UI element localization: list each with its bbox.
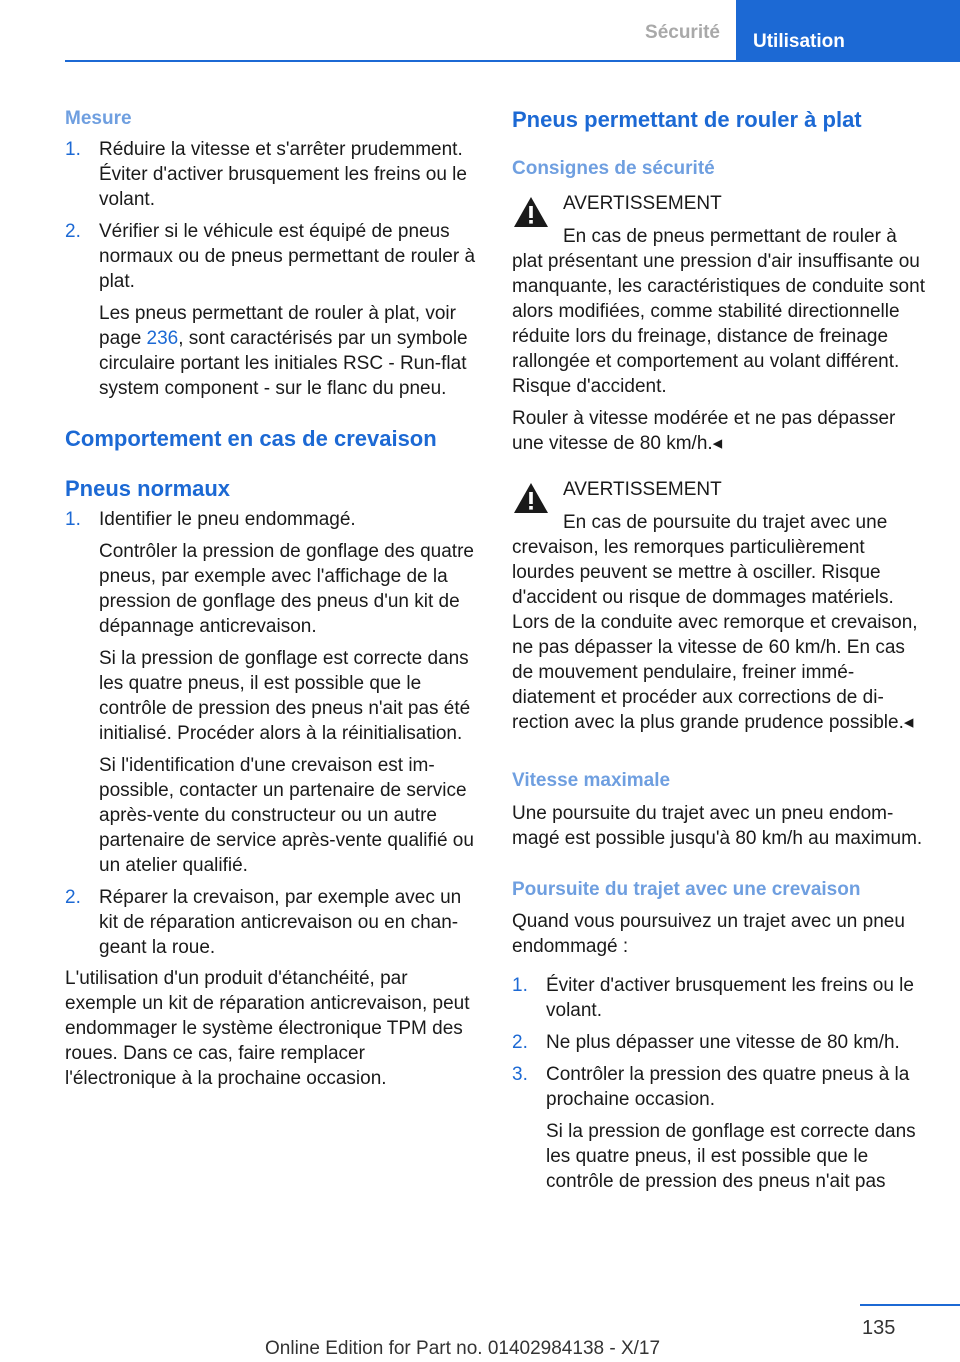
step-subtext: Contrôler la pression de gonflage des quatre pneus, par exemple avec l'affichage de la pression de gonflage des pneus d'un kit de dépannage anticrevaison. — [99, 541, 474, 637]
warning-advice: Rouler à vitesse modérée et ne pas dépasser une vitesse de 80 km/h.◂ — [512, 408, 896, 454]
mesure-heading: Mesure — [65, 108, 132, 129]
page-header — [65, 0, 960, 62]
list-item — [65, 885, 480, 960]
step-number: 1. — [512, 975, 528, 996]
warning-title: AVERTISSEMENT — [563, 193, 722, 214]
step-text: Identifier le pneu endommagé. — [99, 509, 356, 530]
list-item — [65, 137, 480, 212]
warning-text: plat présentant une pression d'air insuffisante ou manquante, les caractéristiques de conduite sont alors modifiées, comme stabilité directionnelle réduite lors du freinage, distance de freinage rallongée et comportement au volant différent. Risque d'accident. — [512, 251, 925, 397]
step-number: 2. — [65, 887, 81, 908]
warning-triangle-icon — [512, 195, 550, 229]
runflat-ref-prefix: Les pneus permettant de rouler à plat, voir page — [99, 303, 456, 349]
warning-block — [512, 191, 927, 456]
etancheite-paragraph: L'utilisation d'un produit d'étanchéité, par exemple un kit de réparation anticrevaison, peut endommager le système électronique TPM des roues. Dans ce cas, faire remplacer l'électronique à la prochaine occasion. — [65, 968, 470, 1089]
edition-note: Online Edition for Part no. 01402984138 - X/17 — [265, 1338, 661, 1359]
warning-title: AVERTISSEMENT — [563, 479, 722, 500]
step-text: Réparer la crevaison, par exemple avec un kit de réparation anticrevaison ou en changeant la roue. — [99, 887, 462, 958]
warning-text: crevaison, les remorques particulièrement lourdes peuvent se mettre à osciller. Risque d'accident ou risque de dommages matériels. Lors de la conduite avec remorque et crevaison, ne pas dépasser la vitesse de 60 km/h. En cas de mouvement pendulaire, freiner immédiatement et procéder aux corrections de direction avec la plus grande prudence possible.◂ — [512, 537, 918, 733]
step-text: Éviter d'activer brusquement les freins ou le volant. — [546, 975, 914, 1021]
page-number: 135 — [862, 1317, 896, 1339]
left-column — [65, 106, 480, 1091]
step-text: Ne plus dépasser une vitesse de 80 km/h. — [546, 1032, 900, 1053]
page-link-236[interactable]: 236 — [146, 328, 179, 349]
step-text: Contrôler la pression des quatre pneus à la prochaine occasion. — [546, 1064, 910, 1110]
list-item — [512, 973, 927, 1023]
step-number: 2. — [65, 221, 81, 242]
footer-rule — [860, 1304, 960, 1306]
step-number: 1. — [65, 139, 81, 160]
step-number: 3. — [512, 1064, 528, 1085]
warning-triangle-icon — [512, 481, 550, 515]
runflat-ref-suffix: , sont caractérisés par un symbole circulaire portant les initiales RSC - Run-flat system component - sur le flanc du pneu. — [99, 328, 468, 399]
list-item — [65, 219, 480, 401]
vitesse-heading: Vitesse maximale — [512, 770, 671, 791]
step-subtext: Si la pression de gonflage est correcte dans les quatre pneus, il est possible que le contrôle de pression des pneus n'ait pas — [546, 1121, 916, 1192]
normaux-steps — [65, 507, 480, 960]
normaux-heading: Pneus normaux — [65, 476, 231, 501]
step-subtext — [99, 301, 480, 401]
step-text: Réduire la vitesse et s'arrêter prudemment. Éviter d'activer brusquement les freins ou le volant. — [99, 139, 467, 210]
runflat-heading: Pneus permettant de rouler à plat — [512, 107, 862, 132]
step-number: 2. — [512, 1032, 528, 1053]
warning-first-line: En cas de pneus permettant de rouler à — [563, 226, 897, 247]
warning-first-line: En cas de poursuite du trajet avec une — [563, 512, 888, 533]
header-chapter-tab: Utilisation — [736, 0, 960, 62]
step-number: 1. — [65, 509, 81, 530]
vitesse-text: Une poursuite du trajet avec un pneu endommagé est possible jusqu'à 80 km/h au maximum. — [512, 803, 923, 849]
list-item — [512, 1030, 927, 1055]
warning-block — [512, 477, 927, 735]
crevaison-heading: Comportement en cas de crevaison — [65, 426, 437, 451]
mesure-steps — [65, 137, 480, 401]
consignes-heading: Consignes de sécurité — [512, 158, 715, 179]
list-item — [65, 507, 480, 878]
poursuite-heading: Poursuite du trajet avec une crevaison — [512, 879, 861, 900]
step-subtext: Si la pression de gonflage est correcte dans les quatre pneus, il est possible que le contrôle de pression des pneus n'ait pas été initialisé. Procéder alors à la réinitialisation. — [99, 648, 471, 744]
header-section-label: Sécurité — [645, 22, 720, 43]
list-item — [512, 1062, 927, 1194]
step-text: Vérifier si le véhicule est équipé de pneus normaux ou de pneus permettant de rouler à plat. — [99, 221, 476, 292]
step-subtext: Si l'identification d'une crevaison est impossible, contacter un partenaire de service après-vente du constructeur ou un autre partenaire de service après-vente qualifié ou un atelier qualifié. — [99, 755, 474, 876]
right-column — [512, 106, 927, 1194]
poursuite-intro: Quand vous poursuivez un trajet avec un pneu endommagé : — [512, 911, 905, 957]
poursuite-steps — [512, 973, 927, 1194]
